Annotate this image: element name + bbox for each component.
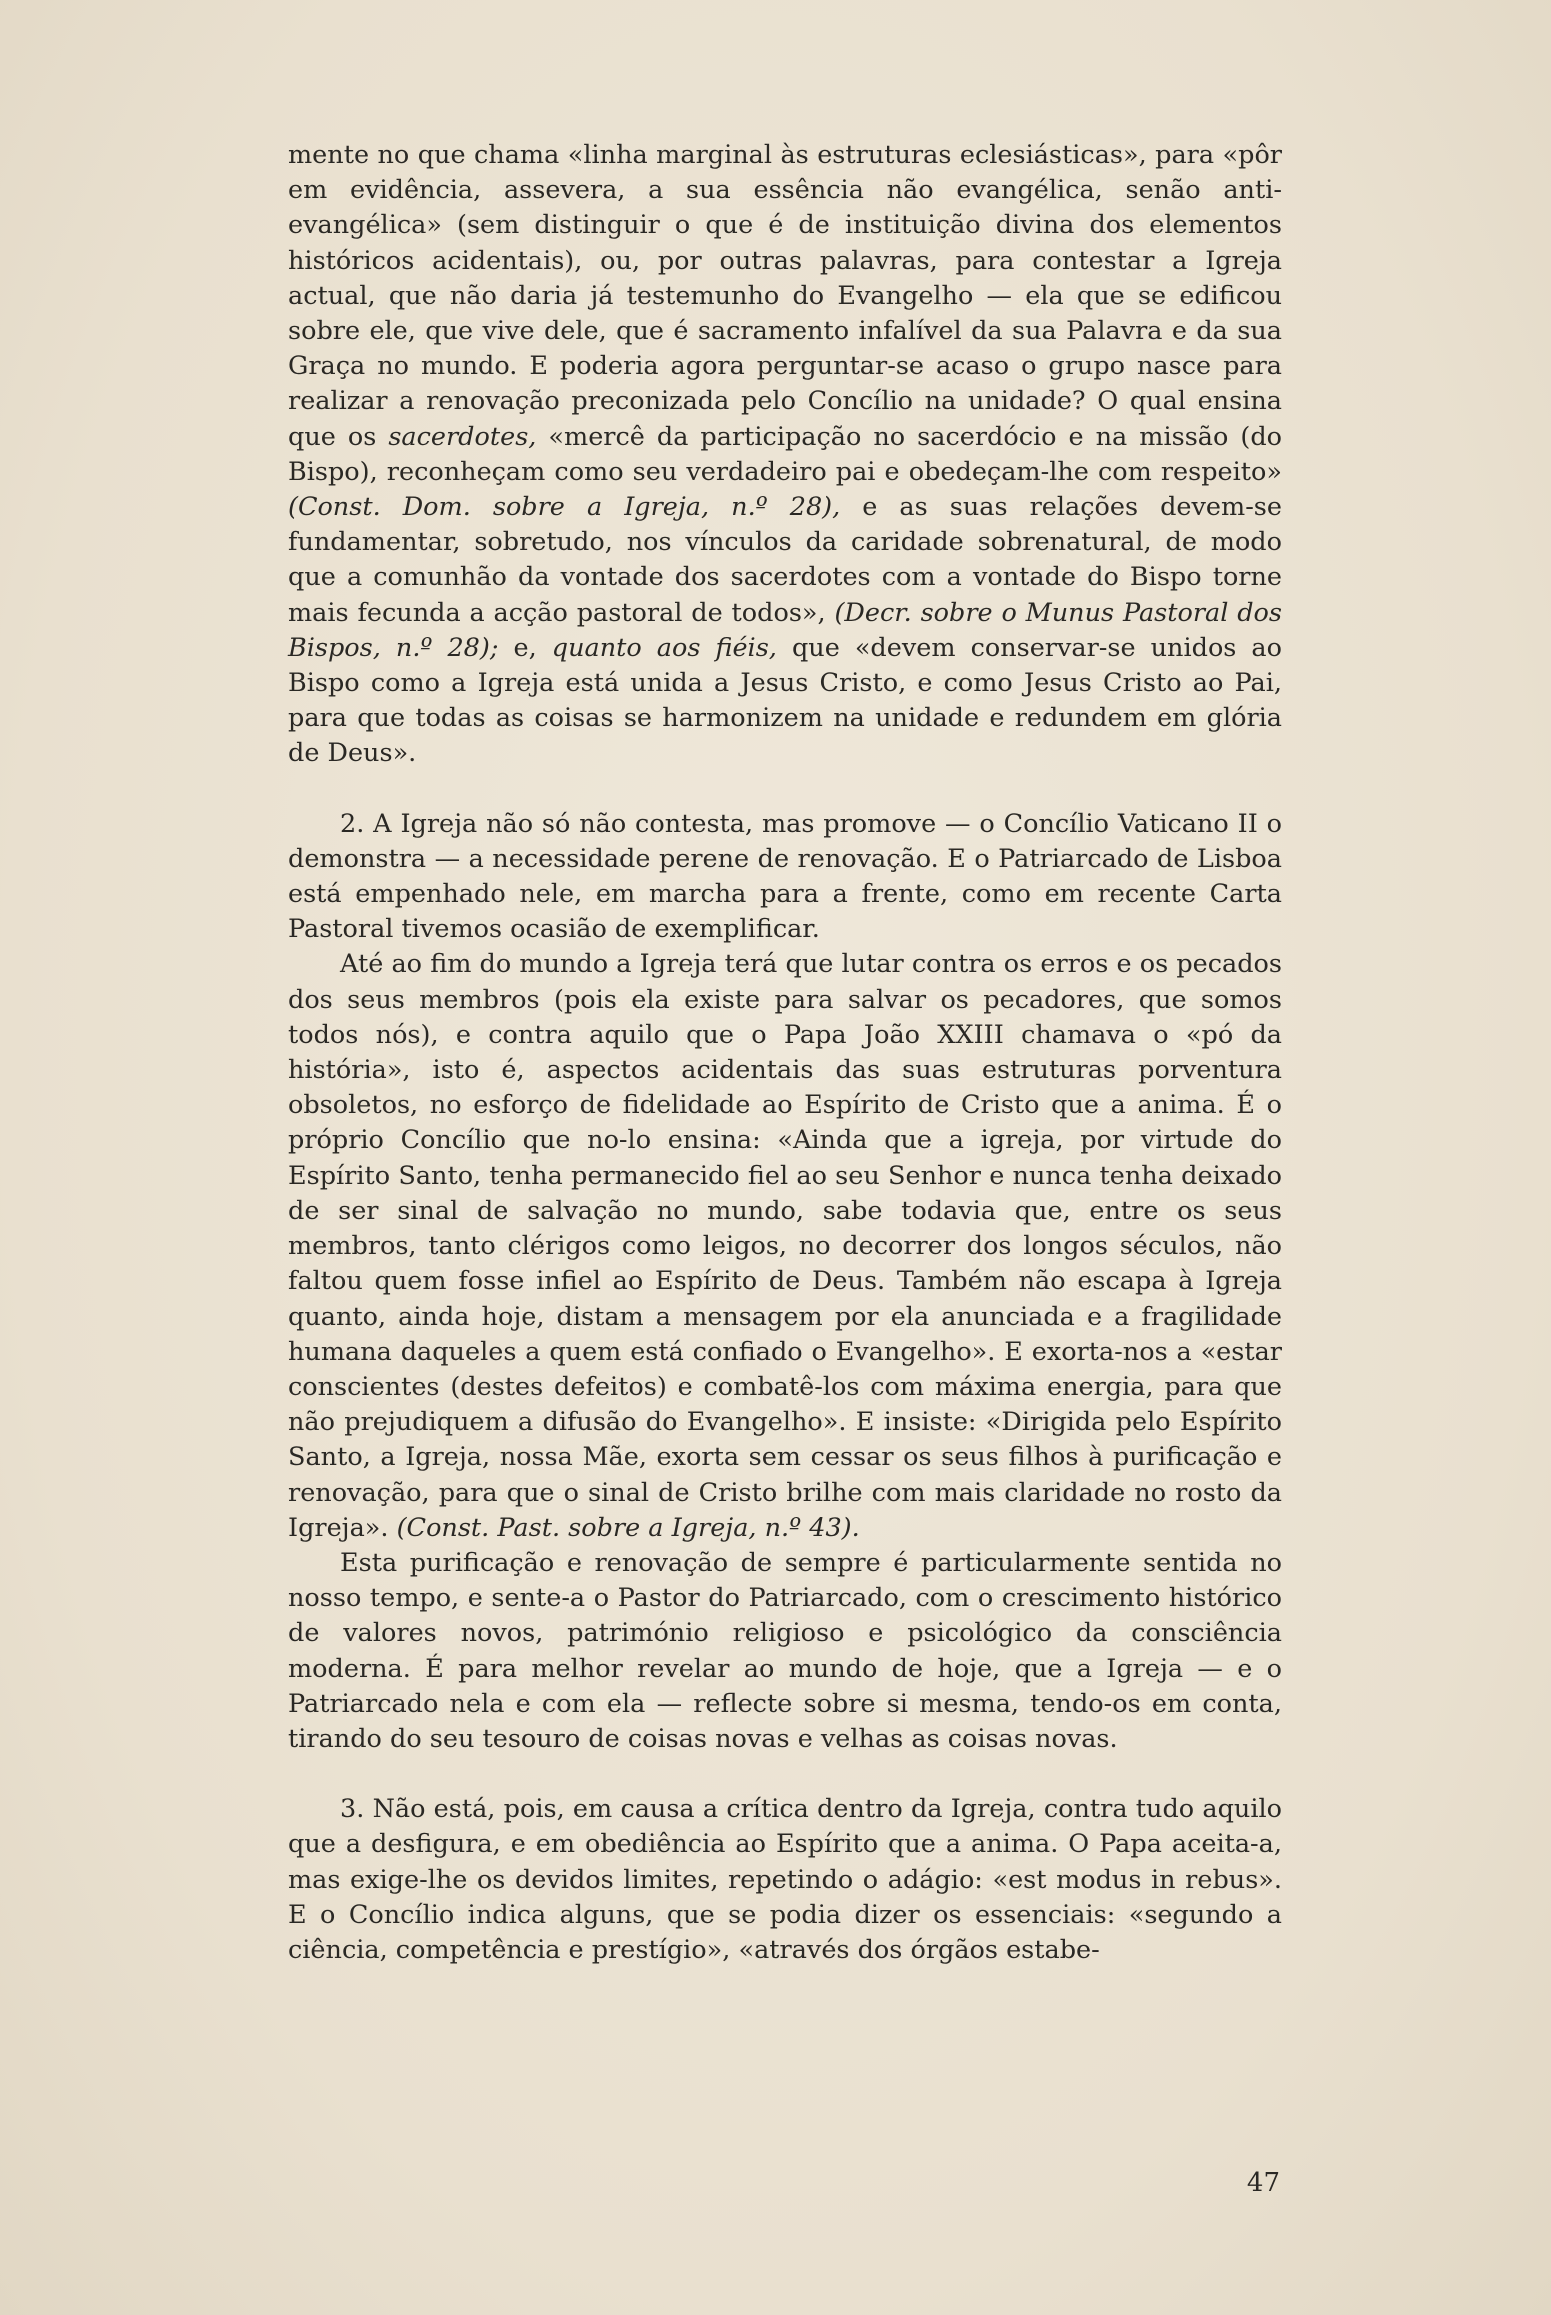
text-segment: mente no que chama «linha marginal às estruturas eclesiásticas», para «pôr em evidência, assevera, a sua essência não evangélica, senão anti-evangélica» (sem distinguir o que é de instituição divina dos elementos históricos acidentais), ou, por outras palavras, para contestar a Igreja actual, que não daria já testemunho do Evangelho — ela que se edificou sobre ele, que vive dele, que é sacramento infalível da sua Palavra e da sua Graça no mundo. E poderia agora perguntar-se acaso o grupo nasce para realizar a renovação preconizada pelo Concílio na unidade? O qual ensina que os xyxy=(288,140,1282,452)
paragraph-4 xyxy=(288,1546,1282,1757)
italic-segment: sacerdotes, xyxy=(388,421,537,452)
italic-segment: quanto aos fiéis, xyxy=(551,632,777,663)
text-segment: 2. A Igreja não só não contesta, mas promove — o Concílio Vaticano II o demonstra — a necessidade perene de renovação. E o Patriarcado de Lisboa está empenhado nele, em marcha para a frente, como em recente Carta Pastoral tivemos ocasião de exemplificar. xyxy=(288,808,1282,945)
citation: (Const. Past. sobre a Igreja, n.º 43). xyxy=(396,1512,860,1543)
paragraph-3 xyxy=(288,947,1282,1545)
citation: (Decr. sobre o Munus Pastoral dos Bispos, n.º 28); xyxy=(288,597,1282,663)
citation: (Const. Dom. sobre a Igreja, n.º 28), xyxy=(288,492,841,523)
text-segment: Até ao fim do mundo a Igreja terá que lutar contra os erros e os pecados dos seus membros (pois ela existe para salvar os pecadores, que somos todos nós), e contra aquilo que o Papa João XXIII chamava o «pó da história», isto é, aspectos acidentais das suas estruturas porventura obsoletos, no esforço de fidelidade ao Espírito de Cristo que a anima. É o próprio Concílio que no-lo ensina: «Ainda que a igreja, por virtude do Espírito Santo, tenha permanecido fiel ao seu Senhor e nunca tenha deixado de ser sinal de salvação no mundo, sabe todavia que, entre os seus membros, tanto clérigos como leigos, no decorrer dos longos séculos, não faltou quem fosse infiel ao Espírito de Deus. Também não escapa à Igreja quanto, ainda hoje, distam a mensagem por ela anunciada e a fragilidade humana daqueles a quem está confiado o Evangelho». E exorta-nos a «estar conscientes (destes defeitos) e combatê-los com máxima energia, para que não prejudiquem a difusão do Evangelho». E insiste: «Dirigida pelo Espírito Santo, a Igreja, nossa Mãe, exorta sem cessar os seus filhos à purificação e renovação, para que o sinal de Cristo brilhe com mais claridade no rosto da Igreja». xyxy=(288,949,1282,1543)
text-segment: e, xyxy=(498,632,552,663)
text-segment: Esta purificação e renovação de sempre é particularmente sentida no nosso tempo, e sente-a o Pastor do Patriarcado, com o crescimento histórico de valores novos, património religioso e psicológico da consciência moderna. É para melhor revelar ao mundo de hoje, que a Igreja — e o Patriarcado nela e com ela — reflecte sobre si mesma, tendo-os em conta, tirando do seu tesouro de coisas novas e velhas as coisas novas. xyxy=(288,1547,1282,1754)
text-segment: e as suas relações devem-se fundamentar, sobretudo, nos vínculos da caridade sobrenatural, de modo que a comunhão da vontade dos sacerdotes com a vontade do Bispo torne mais fecunda a acção pastoral de todos», xyxy=(288,492,1282,628)
paragraph-5 xyxy=(288,1792,1282,1968)
paragraph-2 xyxy=(288,807,1282,948)
text-segment: 3. Não está, pois, em causa a crítica dentro da Igreja, contra tudo aquilo que a desfigura, e em obediência ao Espírito que a anima. O Papa aceita-a, mas exige-lhe os devidos limites, repetindo o adágio: «est modus in rebus». E o Concílio indica alguns, que se podia dizer os essenciais: «segundo a ciência, competência e prestígio», «através dos órgãos estabe- xyxy=(288,1794,1282,1965)
text-segment: que «devem conservar-se unidos ao Bispo como a Igreja está unida a Jesus Cristo, e como Jesus Cristo ao Pai, para que todas as coisas se harmonizem na unidade e redundem em glória de Deus». xyxy=(288,632,1282,769)
paragraph-1 xyxy=(288,138,1282,772)
page-number: 47 xyxy=(1246,2168,1280,2198)
text-segment: «mercê da participação no sacerdócio e na missão (do Bispo), reconheçam como seu verdadeiro pai e obedeçam-lhe com respeito» xyxy=(288,421,1282,487)
body-text xyxy=(288,138,1282,1968)
